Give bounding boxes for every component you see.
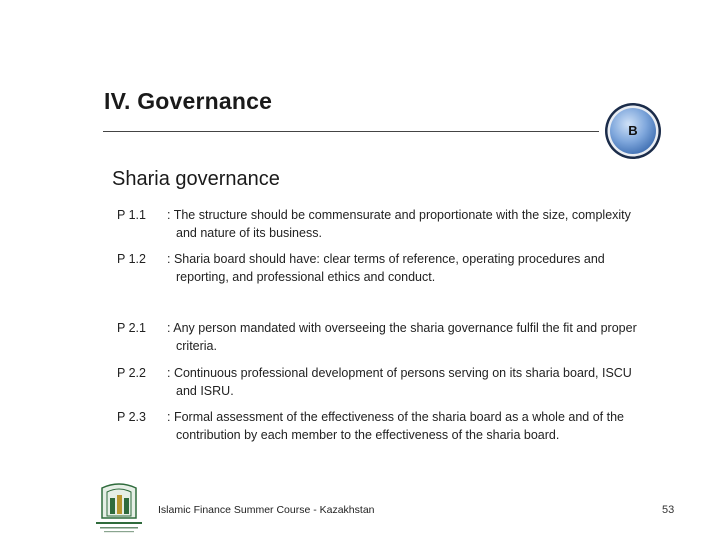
title-divider: [103, 131, 599, 132]
slide-title: IV. Governance: [104, 88, 273, 114]
institution-logo: [90, 482, 148, 534]
principle-code: P 2.1: [117, 321, 146, 335]
principle-text: : Formal assessment of the effectiveness of the sharia board as a whole and of the contribution by each member to the effectiveness of the sharia board.: [167, 410, 624, 442]
principle-text: : Continuous professional development of persons serving on its sharia board, ISCU and ISRU.: [167, 366, 632, 398]
principle-code: P 1.1: [117, 208, 146, 222]
page-number: 53: [662, 504, 675, 516]
principle-code: P 2.2: [117, 366, 146, 380]
footer-text: Islamic Finance Summer Course - Kazakhstan: [158, 504, 375, 516]
principle-code: P 1.2: [117, 252, 146, 266]
section-badge: [604, 102, 662, 160]
principle-text: : Sharia board should have: clear terms of reference, operating procedures and reporting, and professional ethics and conduct.: [167, 252, 605, 284]
logo-emblem-icon: [90, 482, 148, 534]
section-subtitle: Sharia governance: [112, 168, 280, 190]
principle-code: P 2.3: [117, 410, 146, 424]
principle-text: : The structure should be commensurate and proportionate with the size, complexity and nature of its business.: [167, 208, 631, 240]
badge-letter: B: [628, 123, 638, 138]
principle-text: : Any person mandated with overseeing the sharia governance fulfil the fit and proper criteria.: [167, 321, 637, 353]
